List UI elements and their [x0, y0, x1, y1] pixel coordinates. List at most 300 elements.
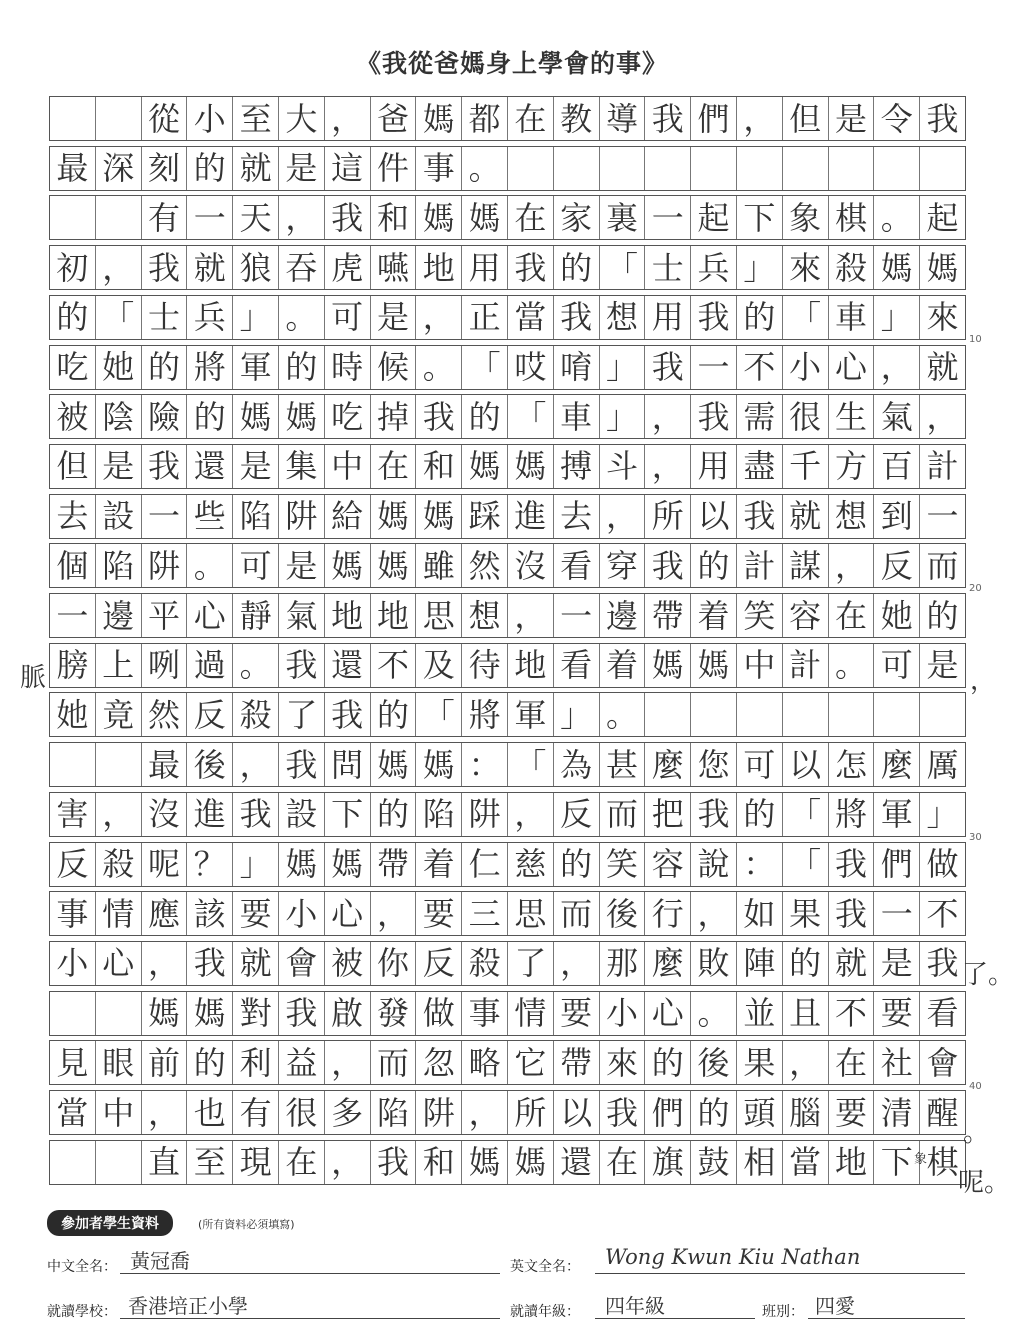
- grid-cell: 是: [279, 147, 325, 190]
- grid-cell: 。: [829, 644, 875, 687]
- grid-cell: 可: [874, 644, 920, 687]
- grid-cell: 所: [508, 1091, 554, 1134]
- grid-cell: 中: [96, 1091, 142, 1134]
- chinese-name-value: 黃冠喬: [130, 1249, 190, 1273]
- grid-cell: 吃: [50, 346, 96, 389]
- grid-cell: ，: [874, 346, 920, 389]
- grid-cell: 一: [874, 892, 920, 935]
- grid-cell: [50, 1141, 96, 1184]
- grid-cell: 還: [187, 445, 233, 488]
- grid-cell: 反: [50, 843, 96, 886]
- grid-cell: 媽: [187, 992, 233, 1035]
- grid-cell: 刻: [142, 147, 188, 190]
- grid-cell: 可: [737, 743, 783, 786]
- grid-cell: 爸: [371, 97, 417, 140]
- grid-cell: 」: [926, 795, 959, 834]
- grid-cell: 而: [600, 793, 646, 836]
- grid-cell: 雖: [416, 544, 462, 587]
- grid-cell: 腦: [783, 1091, 829, 1134]
- grid-cell: 小: [50, 942, 96, 985]
- grid-cell: 媽: [142, 992, 188, 1035]
- grid-row: [49, 444, 966, 489]
- essay-title: 《我從爸媽身上學會的事》: [355, 49, 668, 78]
- grid-row: [49, 1140, 966, 1185]
- grid-cell: 且: [783, 992, 829, 1035]
- grid-cell: 相: [737, 1141, 783, 1184]
- grid-cell: 用: [645, 296, 691, 339]
- grid-cell: 是: [829, 97, 875, 140]
- grid-cell: 以: [691, 495, 737, 538]
- grid-cell: 所: [645, 495, 691, 538]
- grid-cell: 她: [50, 693, 96, 736]
- grid-cell: 把: [645, 793, 691, 836]
- grid-cell: 媽: [462, 196, 508, 239]
- grid-cell: 車: [554, 395, 600, 438]
- grid-cell: 媽: [462, 1141, 508, 1184]
- grid-cell: 她: [96, 346, 142, 389]
- grid-row: [49, 941, 966, 986]
- grid-cell: 棋: [926, 1143, 959, 1182]
- grid-cell: 要: [554, 992, 600, 1035]
- grid-cell: 容: [783, 594, 829, 637]
- grid-cell: 想: [462, 594, 508, 637]
- word-counter-100: 10: [969, 334, 982, 345]
- grid-cell: 我: [279, 644, 325, 687]
- grid-cell: 心: [325, 892, 371, 935]
- grid-cell: 咧: [142, 644, 188, 687]
- grid-cell: 要: [416, 892, 462, 935]
- grid-cell: [554, 147, 600, 190]
- grid-cell: 士: [645, 246, 691, 289]
- grid-cell: 的: [737, 793, 783, 836]
- grid-cell: 有: [142, 196, 188, 239]
- grid-cell: 初: [50, 246, 96, 289]
- grid-cell: 行: [645, 892, 691, 935]
- grid-cell: 旗: [645, 1141, 691, 1184]
- grid-cell: 醒: [926, 1093, 959, 1132]
- grid-cell: 媽: [416, 196, 462, 239]
- grid-cell: ，: [371, 892, 417, 935]
- grid-cell: 在: [371, 445, 417, 488]
- grid-cell: ，: [645, 395, 691, 438]
- grid-row: [49, 643, 966, 688]
- grid-cell: 「: [508, 743, 554, 786]
- grid-cell: 千: [783, 445, 829, 488]
- grid-cell: 正: [462, 296, 508, 339]
- grid-cell: ，: [325, 1141, 371, 1184]
- grid-cell: 就: [783, 495, 829, 538]
- grid-cell: 反: [187, 693, 233, 736]
- grid-cell: 做: [926, 845, 959, 883]
- margin-note-right-last: 呢。: [958, 1168, 1011, 1198]
- grid-cell: 進: [187, 793, 233, 836]
- grid-cell: ，: [691, 892, 737, 935]
- grid-cell: 要: [874, 992, 920, 1035]
- grid-cell: 的: [783, 942, 829, 985]
- grid-cell: 中: [325, 445, 371, 488]
- grid-cell: 被: [50, 395, 96, 438]
- grid-cell: 掉: [371, 395, 417, 438]
- grid-cell: 忽: [416, 1041, 462, 1084]
- grid-cell: 我: [737, 495, 783, 538]
- grid-cell: 阱: [279, 495, 325, 538]
- grid-cell: [920, 693, 965, 736]
- grid-cell: 邊: [600, 594, 646, 637]
- grid-cell: 生: [829, 395, 875, 438]
- grid-row: [49, 1090, 966, 1135]
- grid-cell: 的: [554, 843, 600, 886]
- english-name-value: Wong Kwun Kiu Nathan: [605, 1245, 861, 1269]
- grid-cell: ，: [554, 942, 600, 985]
- grid-cell: 着: [416, 843, 462, 886]
- grid-row: [49, 96, 966, 141]
- grid-cell: 「: [783, 793, 829, 836]
- grid-cell: [645, 693, 691, 736]
- grid-cell: 的: [187, 395, 233, 438]
- grid-cell: 謀: [783, 544, 829, 587]
- grid-cell: 一: [691, 346, 737, 389]
- grid-cell: 的: [554, 246, 600, 289]
- grid-cell: 盡: [737, 445, 783, 488]
- grid-cell: 慈: [508, 843, 554, 886]
- grid-cell: 着: [600, 644, 646, 687]
- grid-cell: 為: [554, 743, 600, 786]
- grid-cell: 的: [645, 1041, 691, 1084]
- grid-cell: 」: [737, 246, 783, 289]
- grid-cell: 下: [874, 1141, 920, 1184]
- grid-cell: 」: [600, 346, 646, 389]
- grid-cell: 媽: [508, 445, 554, 488]
- grid-cell: 在: [508, 196, 554, 239]
- grid-cell: 笑: [600, 843, 646, 886]
- grid-cell: 集: [279, 445, 325, 488]
- grid-cell: 我: [691, 296, 737, 339]
- grid-cell: [96, 992, 142, 1035]
- grid-cell: 「: [783, 296, 829, 339]
- grid-cell: 我: [600, 1091, 646, 1134]
- grid-cell: 地: [325, 594, 371, 637]
- grid-cell: 件: [371, 147, 417, 190]
- grid-cell: 那: [600, 942, 646, 985]
- grid-cell: 士: [142, 296, 188, 339]
- grid-cell: 麼: [645, 743, 691, 786]
- grid-row: [49, 891, 966, 936]
- grid-cell: 搏: [554, 445, 600, 488]
- grid-cell: 不: [926, 894, 959, 933]
- grid-row: [49, 593, 966, 638]
- grid-cell: 帶: [554, 1041, 600, 1084]
- grid-cell: 在: [829, 1041, 875, 1084]
- grid-cell: 對: [233, 992, 279, 1035]
- grid-cell: 媽: [233, 395, 279, 438]
- grid-cell: ，: [600, 495, 646, 538]
- grid-cell: 我: [691, 793, 737, 836]
- grid-cell: 也: [187, 1091, 233, 1134]
- grid-cell: 想: [600, 296, 646, 339]
- grid-cell: 媽: [874, 246, 920, 289]
- grid-cell: [645, 147, 691, 190]
- grid-cell: ：: [462, 743, 508, 786]
- grid-cell: 「: [508, 395, 554, 438]
- grid-cell: 小: [187, 97, 233, 140]
- grid-cell: 設: [96, 495, 142, 538]
- grid-cell: 「: [600, 246, 646, 289]
- margin-note-above: 象: [914, 1152, 928, 1167]
- grid-cell: [50, 743, 96, 786]
- grid-cell: 事: [462, 992, 508, 1035]
- grid-cell: 看: [554, 644, 600, 687]
- grid-cell: 軍: [508, 693, 554, 736]
- grid-cell: [920, 147, 965, 190]
- grid-cell: 起: [926, 198, 959, 237]
- grid-cell: 阱: [462, 793, 508, 836]
- grid-cell: 陣: [737, 942, 783, 985]
- grid-cell: 很: [783, 395, 829, 438]
- grid-cell: ，: [142, 942, 188, 985]
- grid-cell: [508, 147, 554, 190]
- grid-cell: 棋: [829, 196, 875, 239]
- grid-cell: 吞: [279, 246, 325, 289]
- grid-cell: 殺: [462, 942, 508, 985]
- grid-row: [49, 345, 966, 390]
- grid-cell: 們: [691, 97, 737, 140]
- grid-cell: 家: [554, 196, 600, 239]
- grid-cell: 的: [926, 596, 959, 635]
- grid-cell: 思: [416, 594, 462, 637]
- grid-cell: 。: [233, 644, 279, 687]
- grid-cell: 需: [737, 395, 783, 438]
- grid-cell: 媽: [462, 445, 508, 488]
- grid-cell: 在: [829, 594, 875, 637]
- grid-cell: 。: [416, 346, 462, 389]
- grid-cell: 車: [829, 296, 875, 339]
- grid-cell: 我: [279, 743, 325, 786]
- grid-cell: [874, 693, 920, 736]
- grid-cell: 小: [783, 346, 829, 389]
- grid-cell: ，: [279, 196, 325, 239]
- grid-cell: 情: [508, 992, 554, 1035]
- grid-cell: ，: [737, 97, 783, 140]
- grid-cell: 應: [142, 892, 188, 935]
- grid-row: [49, 792, 966, 837]
- grid-cell: 下: [737, 196, 783, 239]
- grid-cell: [96, 1141, 142, 1184]
- grid-cell: 百: [874, 445, 920, 488]
- grid-cell: 並: [737, 992, 783, 1035]
- grid-cell: 象: [783, 196, 829, 239]
- grid-cell: 然: [142, 693, 188, 736]
- grid-cell: 直: [142, 1141, 188, 1184]
- grid-cell: 做: [416, 992, 462, 1035]
- grid-cell: 心: [829, 346, 875, 389]
- grid-cell: 唷: [554, 346, 600, 389]
- grid-cell: 我: [829, 892, 875, 935]
- grid-cell: 一: [926, 497, 959, 536]
- grid-cell: 的: [691, 544, 737, 587]
- grid-cell: 社: [874, 1041, 920, 1084]
- grid-row: [49, 146, 966, 191]
- grid-cell: ，: [508, 793, 554, 836]
- grid-cell: 斗: [600, 445, 646, 488]
- grid-cell: 地: [416, 246, 462, 289]
- grid-cell: 媽: [416, 495, 462, 538]
- grid-cell: 頭: [737, 1091, 783, 1134]
- grid-cell: 我: [325, 693, 371, 736]
- grid-cell: 我: [554, 296, 600, 339]
- grid-cell: 陰: [96, 395, 142, 438]
- grid-cell: 敗: [691, 942, 737, 985]
- grid-cell: 險: [142, 395, 188, 438]
- grid-cell: 麼: [645, 942, 691, 985]
- grid-cell: 媽: [325, 843, 371, 886]
- grid-row: [49, 842, 966, 887]
- grid-cell: 計: [926, 447, 959, 486]
- grid-cell: 反: [416, 942, 462, 985]
- grid-cell: 情: [96, 892, 142, 935]
- grid-cell: 從: [142, 97, 188, 140]
- grid-cell: 媽: [508, 1141, 554, 1184]
- grid-cell: 不: [371, 644, 417, 687]
- grid-cell: 思: [508, 892, 554, 935]
- grid-cell: 。: [691, 992, 737, 1035]
- grid-cell: [783, 693, 829, 736]
- grid-cell: 的: [462, 395, 508, 438]
- grid-cell: 我: [233, 793, 279, 836]
- grid-cell: 地: [371, 594, 417, 637]
- grid-cell: [50, 97, 96, 140]
- grid-cell: 的: [187, 147, 233, 190]
- grid-cell: 有: [233, 1091, 279, 1134]
- grid-cell: 我: [645, 346, 691, 389]
- grid-cell: 至: [233, 97, 279, 140]
- grid-cell: 當: [783, 1141, 829, 1184]
- grid-cell: 穿: [600, 544, 646, 587]
- grid-cell: 和: [416, 1141, 462, 1184]
- grid-cell: 後: [187, 743, 233, 786]
- grid-row: [49, 195, 966, 240]
- required-note: (所有資料必須填寫): [198, 1218, 295, 1231]
- grid-cell: 我: [187, 942, 233, 985]
- grid-cell: 後: [691, 1041, 737, 1084]
- grid-cell: 。: [187, 544, 233, 587]
- grid-cell: 陷: [416, 793, 462, 836]
- grid-cell: ，: [416, 296, 462, 339]
- grid-cell: 將: [829, 793, 875, 836]
- grid-cell: 來: [926, 298, 959, 337]
- grid-cell: 一: [554, 594, 600, 637]
- grid-cell: 了: [508, 942, 554, 985]
- grid-cell: 鼓: [691, 1141, 737, 1184]
- grid-cell: 」: [874, 296, 920, 339]
- grid-cell: 心: [645, 992, 691, 1035]
- grid-cell: ，: [233, 743, 279, 786]
- grid-cell: 果: [783, 892, 829, 935]
- margin-note-right-row18: 了。: [962, 960, 1015, 990]
- grid-cell: 將: [462, 693, 508, 736]
- grid-cell: 現: [233, 1141, 279, 1184]
- class-value: 四愛: [815, 1294, 855, 1318]
- grid-cell: 阱: [416, 1091, 462, 1134]
- grid-cell: 我: [926, 99, 959, 138]
- grid-cell: ，: [783, 1041, 829, 1084]
- english-name-line: [595, 1273, 965, 1274]
- grid-cell: 我: [829, 843, 875, 886]
- grid-cell: 踩: [462, 495, 508, 538]
- grid-cell: 看: [554, 544, 600, 587]
- grid-cell: 帶: [645, 594, 691, 637]
- grid-cell: ，: [462, 1091, 508, 1134]
- grid-cell: 用: [462, 246, 508, 289]
- grid-cell: 陷: [233, 495, 279, 538]
- grid-cell: 的: [187, 1041, 233, 1084]
- grid-cell: 該: [187, 892, 233, 935]
- grid-cell: 「: [96, 296, 142, 339]
- grid-cell: 媽: [691, 644, 737, 687]
- grid-cell: 將: [187, 346, 233, 389]
- grid-cell: 着: [691, 594, 737, 637]
- grid-cell: 一: [142, 495, 188, 538]
- english-name-label: 英文全名：: [510, 1259, 580, 1275]
- grid-cell: 益: [279, 1041, 325, 1084]
- grid-cell: [50, 196, 96, 239]
- grid-cell: 沒: [508, 544, 554, 587]
- grid-cell: 果: [737, 1041, 783, 1084]
- word-counter-200: 20: [969, 583, 982, 594]
- grid-cell: 甚: [600, 743, 646, 786]
- grid-cell: 個: [50, 544, 96, 587]
- grid-cell: [96, 97, 142, 140]
- grid-cell: 一: [187, 196, 233, 239]
- grid-cell: 裏: [600, 196, 646, 239]
- grid-cell: 是: [96, 445, 142, 488]
- grid-row: [49, 245, 966, 290]
- grid-cell: 眼: [96, 1041, 142, 1084]
- grid-cell: 啟: [325, 992, 371, 1035]
- grid-cell: 會: [926, 1043, 959, 1082]
- grid-cell: 以: [554, 1091, 600, 1134]
- grid-cell: 說: [691, 843, 737, 886]
- grid-cell: 媽: [371, 495, 417, 538]
- grid-cell: ，: [645, 445, 691, 488]
- grid-cell: 問: [325, 743, 371, 786]
- grid-cell: 她: [874, 594, 920, 637]
- grid-cell: [737, 693, 783, 736]
- grid-cell: 如: [737, 892, 783, 935]
- grid-cell: 」: [233, 296, 279, 339]
- grid-cell: 軍: [874, 793, 920, 836]
- grid-cell: 」: [554, 693, 600, 736]
- grid-cell: 大: [279, 97, 325, 140]
- grid-cell: 」: [233, 843, 279, 886]
- grid-cell: 「: [783, 843, 829, 886]
- grid-cell: 氣: [279, 594, 325, 637]
- grid-cell: 還: [554, 1141, 600, 1184]
- grid-cell: 厲: [926, 745, 959, 784]
- grid-cell: 害: [50, 793, 96, 836]
- grid-cell: 氣: [874, 395, 920, 438]
- grid-cell: 前: [142, 1041, 188, 1084]
- grid-cell: 利: [233, 1041, 279, 1084]
- word-counter-300: 30: [969, 832, 982, 843]
- grid-cell: 候: [371, 346, 417, 389]
- grid-cell: 在: [600, 1141, 646, 1184]
- grid-cell: 陷: [371, 1091, 417, 1134]
- grid-cell: 軍: [233, 346, 279, 389]
- grid-cell: 媽: [926, 248, 959, 287]
- grid-cell: 小: [600, 992, 646, 1035]
- grid-cell: 這: [325, 147, 371, 190]
- grid-cell: 令: [874, 97, 920, 140]
